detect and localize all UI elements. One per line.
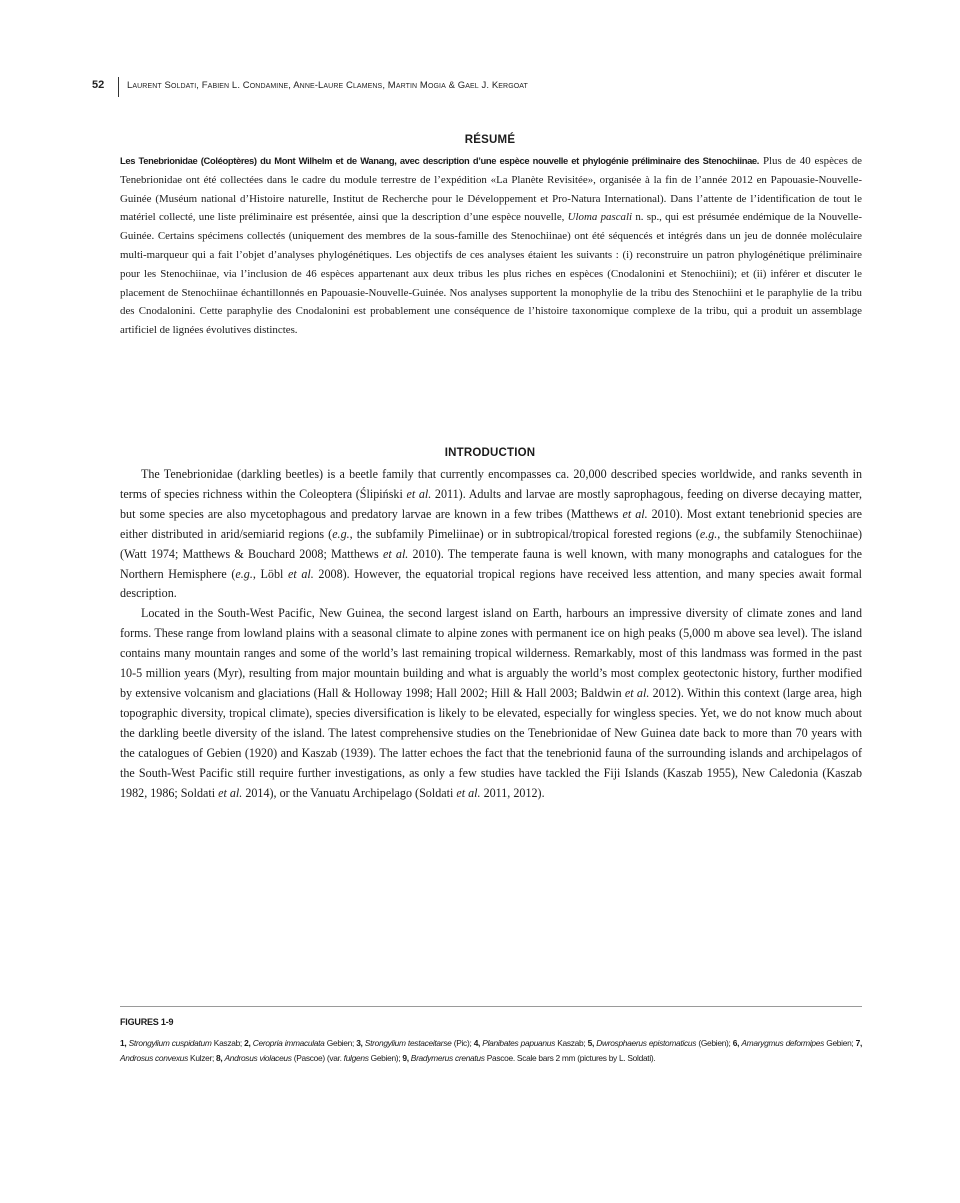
introduction-paragraph-1	[120, 465, 862, 604]
running-header-authors: Laurent Soldati, Fabien L. Condamine, Anne-Laure Clamens, Martin Mogia & Gael J. Kergoat	[127, 80, 528, 91]
text-run: (Pic);	[451, 1038, 474, 1048]
figure-number: 7,	[855, 1038, 863, 1048]
text-run: The Tenebrionidae (darkling beetles) is a beetle family that currently encompasses ca. 20,000 described species worldwide, and ranks seventh in terms of species richness within the Coleoptera (Ślipiński	[120, 467, 862, 501]
figure-number: 1,	[120, 1038, 129, 1048]
text-run: Gebien;	[324, 1038, 357, 1048]
figure-caption-heading: FIGURES 1-9	[120, 1017, 174, 1027]
page-number: 52	[92, 79, 105, 91]
species-name-italic: Amarygmus deformipes	[741, 1038, 825, 1048]
resume-abstract	[120, 152, 862, 340]
text-run: 2011). Adults and larvae are mostly saprophagous, feeding on diverse decaying matter, but some species are also mycetophagous and predatory larvae are known in a few tribes (Matthews	[120, 486, 863, 521]
introduction-paragraph-2	[120, 604, 862, 803]
species-name-italic: Planibates papuanus	[482, 1038, 556, 1048]
text-run: , the subfamily Pimeliinae) or in subtropical/tropical forested regions (	[349, 526, 700, 541]
species-name-italic: Dwrosphaerus epistomaticus	[596, 1038, 697, 1048]
species-name-italic: Uloma pascali	[567, 211, 633, 224]
text-run-italic: e.g.	[235, 566, 253, 581]
text-run: Kaszab;	[555, 1038, 588, 1048]
text-run-italic: et al.	[382, 546, 409, 561]
species-name-italic: Strongylium testaceitarse	[364, 1038, 452, 1048]
species-name-italic: fulgens	[343, 1053, 369, 1063]
running-header	[92, 77, 882, 95]
text-run-italic: et al.	[456, 785, 481, 800]
text-run: 2010). Most extant tenebrionid species are either distributed in arid/semiarid regions (	[120, 506, 862, 541]
text-run: Pascoe. Scale bars 2 mm (pictures by L. Soldati).	[484, 1053, 656, 1063]
text-run-italic: et al.	[218, 785, 243, 800]
species-name-italic: Strongylium cuspidatum	[128, 1038, 212, 1048]
figure-number: 4,	[473, 1038, 483, 1048]
figure-number: 6,	[732, 1038, 742, 1048]
introduction-body	[120, 465, 862, 803]
species-name-italic: Androsus violaceus	[224, 1053, 292, 1063]
text-run: (Pascoe) (var.	[291, 1053, 344, 1063]
figure-number: 8,	[216, 1053, 225, 1063]
text-run: Kaszab;	[211, 1038, 245, 1048]
text-run: 2014), or the Vanuatu Archipelago (Soldati	[242, 785, 457, 800]
figure-number: 3,	[356, 1038, 365, 1048]
species-name-italic: Bradymerus crenatus	[410, 1053, 485, 1063]
resume-heading: RÉSUMÉ	[464, 134, 516, 146]
text-run: Gebien;	[824, 1038, 856, 1048]
text-run: , the subfamily Stenochiinae) (Watt 1974; Matthews & Bouchard 2008; Matthews	[120, 526, 863, 561]
figure-number: 5,	[587, 1038, 597, 1048]
figure-number: 2,	[244, 1038, 253, 1048]
text-run: (Gebien);	[696, 1038, 733, 1048]
introduction-heading: INTRODUCTION	[444, 447, 536, 459]
text-run: 2008). However, the equatorial tropical regions have received less attention, and many species await formal description.	[120, 566, 862, 601]
resume-text-part2: n. sp., qui est présumée endémique de la Nouvelle-Guinée. Certains spécimens collectés (uniquement des membres de la sous-famille des Stenochiinae) ont été séquencés et intégrés dans un jeu de donnée moléculaire multi-marqueur qui a fait l’objet d’analyses phylogénétiques. Les objectifs de ces analyses étaient les suivants : (i) reconstruire un patron phylogénétique préliminaire pour les Stenochiinae, via l’inclusion de 46 espèces appartenant aux deux tribus les plus riches en espèces (Cnodalonini et Stenochiini); et (ii) inférer et discuter le placement de Stenochiinae échantillonnés en Papouasie-Nouvelle-Guinée. Nos analyses supportent la monophylie de la tribu des Stenochiini et le paraphylie de la tribu des Cnodalonini. Cette paraphylie des Cnodalonini est probablement une conséquence de l’histoire taxonomique complexe de la tribu, qui a produit un assemblage artificiel de lignées évolutives distinctes.	[120, 211, 862, 337]
text-run: 2010). The temperate fauna is well known, with many monographs and catalogues for the Northern Hemisphere (	[120, 546, 862, 581]
figure-caption-divider	[120, 1006, 862, 1007]
species-name-italic: Ceropria immaculata	[252, 1038, 325, 1048]
text-run-italic: et al.	[406, 486, 432, 501]
text-run-italic: e.g.	[332, 526, 350, 541]
header-divider	[118, 77, 119, 97]
text-run: , Löbl	[252, 566, 288, 581]
figure-caption	[120, 1036, 862, 1066]
resume-text-part1: Plus de 40 espèces de Tenebrionidae ont été collectées dans le cadre du module terrestre de l’expédition «La Planète Revisitée», organisée à la fin de l’année 2012 en Papouasie-Nouvelle-Guinée (Muséum national d’Histoire naturelle, Institut de Recherche pour le Développement et Pro-Natura International). Dans l’attente de l’identification de tout le matériel collecté, une liste préliminaire est présentée, ainsi que la description d’une espèce nouvelle,	[120, 155, 862, 224]
figure-number: 9,	[402, 1053, 411, 1063]
resume-title: Les Tenebrionidae (Coléoptères) du Mont Wilhelm et de Wanang, avec description d’une espèce nouvelle et phylogénie préliminaire des Stenochiinae.	[120, 155, 760, 166]
text-run: 2011, 2012).	[480, 785, 545, 800]
text-run: Kulzer;	[188, 1053, 217, 1063]
text-run-italic: e.g.	[699, 526, 718, 541]
text-run: 2012). Within this context (large area, high topographic diversity, tropical climate), species diversification is likely to be elevated, especially for wingless species. Yet, we do not know much about the darkling beetle diversity of the island. The latest comprehensive studies on the Tenebrionidae of New Guinea date back to more than 70 years with the catalogues of Gebien (1920) and Kaszab (1939). The latter echoes the fact that the tenebrionid fauna of the surrounding islands and archipelagos of the South-West Pacific still require further investigations, as only a few studies have tackled the Fiji Islands (Kaszab 1955), New Caledonia (Kaszab 1982, 1986; Soldati	[120, 685, 862, 800]
text-run: Located in the South-West Pacific, New Guinea, the second largest island on Earth, harbours an impressive diversity of climate zones and land forms. These range from lowland plains with a seasonal climate to alpine zones with permanent ice on high peaks (5,000 m above sea level). The island contains many mountain ranges and some of the world’s last remaining tropical wilderness. Remarkably, most of this landmass was formed in the past 10-5 million years (Myr), resulting from major mountain building and what is arguably the world’s most complex geotectonic history, further modified by extensive volcanism and glaciations (Hall & Holloway 1998; Hall 2002; Hill & Hall 2003; Baldwin	[120, 606, 862, 700]
species-name-italic: Androsus convexus	[120, 1053, 188, 1063]
text-run-italic: et al.	[288, 566, 314, 581]
text-run-italic: et al.	[622, 506, 648, 521]
text-run-italic: et al.	[624, 685, 650, 700]
text-run: Gebien);	[368, 1053, 403, 1063]
